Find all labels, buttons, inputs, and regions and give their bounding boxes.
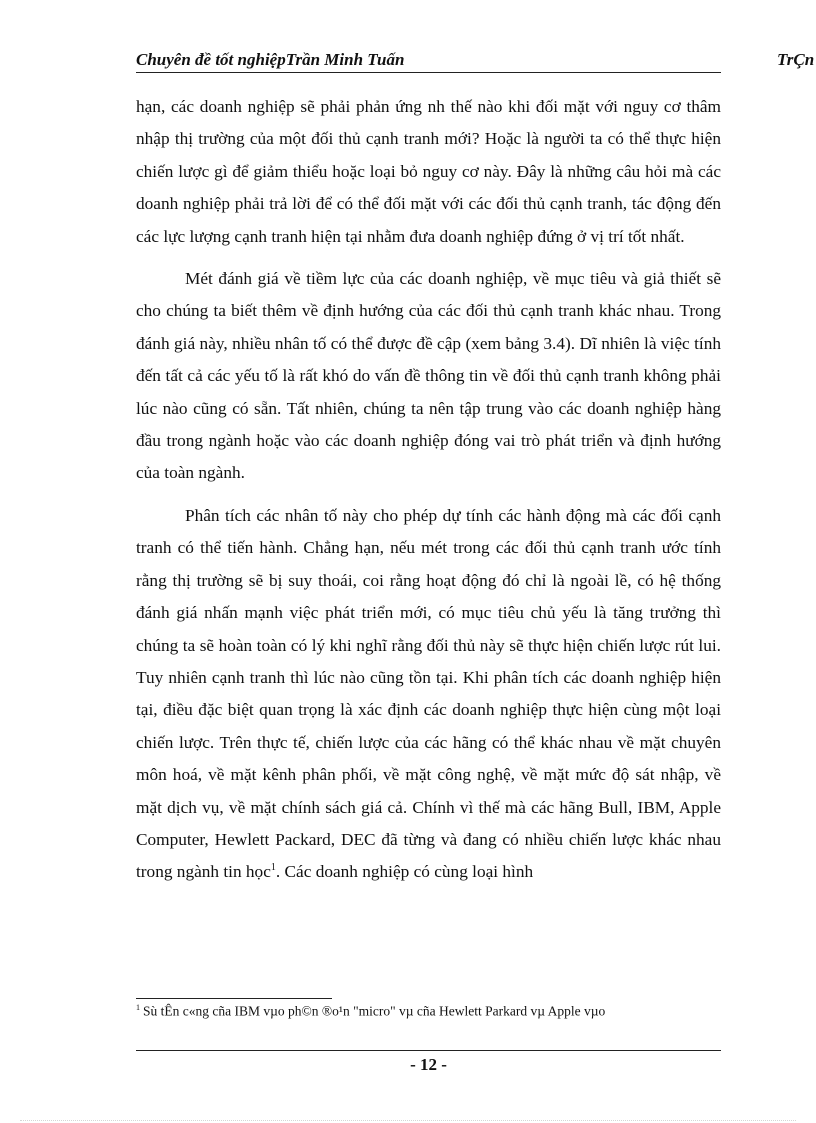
footnote-text: Sù tÊn c«ng cña IBM vµo ph©n ®o¹n "micro" vµ cña Hewlett Parkard vµ Apple vµo (143, 1003, 606, 1019)
paragraph-1: hạn, các doanh nghiệp sẽ phải phản ứng nh thế nào khi đối mặt với nguy cơ thâm nhập thị trường của một đối thủ cạnh tranh mới? Hoặc là người ta có thể thực hiện chiến lược gì để giảm thiểu hoặc loại bỏ nguy cơ này. Đây là những câu hỏi mà các doanh nghiệp phải trả lời để có thể đối mặt với các đối thủ cạnh tranh, tác động đến các lực lượng cạnh tranh hiện tại nhằm đưa doanh nghiệp đứng ở vị trí tốt nhất. (136, 97, 721, 246)
footnote-marker: 1 (136, 1003, 140, 1012)
header-rule (136, 72, 721, 73)
body-text (136, 91, 721, 889)
header-author-cutoff: TrÇn (777, 50, 815, 69)
paragraph-2: Mét đánh giá về tiềm lực của các doanh nghiệp, về mục tiêu và giả thiết sẽ cho chúng ta biết thêm về định hướng của các đối thủ cạnh tranh khác nhau. Trong đánh giá này, nhiều nhân tố có thể được đề cập (xem bảng 3.4). Dĩ nhiên là việc tính đến tất cả các yếu tố là rất khó do vấn đề thông tin về đối thủ cạnh tranh không phải lúc nào cũng có sẵn. Tất nhiên, chúng ta nên tập trung vào các doanh nghiệp hàng đầu trong ngành hoặc vào các doanh nghiệp đóng vai trò phát triển và định hướng của toàn ngành. (136, 269, 721, 483)
footnote (136, 1003, 726, 1020)
header-title: Chuyên đề tốt nghiệpTrần Minh Tuấn (136, 50, 405, 69)
paragraph-3-text: Phân tích các nhân tố này cho phép dự tính các hành động mà các đối cạnh tranh có thể tiến hành. Chẳng hạn, nếu mét trong các đối thủ cạnh tranh ước tính rằng thị trường sẽ bị suy thoái, coi rằng hoạt động đó chỉ là ngoài lề, có hệ thống đánh giá nhấn mạnh việc phát triển mới, có mục tiêu chủ yếu là tăng trưởng thì chúng ta sẽ hoàn toàn có lý khi nghĩ rằng đối thủ này sẽ thực hiện chiến lược rút lui. Tuy nhiên cạnh tranh thì lúc nào cũng tồn tại. Khi phân tích các doanh nghiệp hiện tại, điều đặc biệt quan trọng là xác định các doanh nghiệp thực hiện cùng một loại chiến lược. Trên thực tế, chiến lược của các hãng có thể khác nhau về mặt chuyên môn hoá, về mặt kênh phân phối, về mặt công nghệ, về mặt mức độ sát nhập, về mặt dịch vụ, về mặt chính sách giá cả. Chính vì thế mà các hãng Bull, IBM, Apple Computer, Hewlett Packard, DEC đã từng và đang có nhiều chiến lược khác nhau trong ngành tin học (136, 505, 721, 882)
page-bottom-border (20, 1120, 796, 1121)
page-header (136, 48, 816, 72)
footnote-reference[interactable]: 1 (270, 862, 276, 874)
footer-rule (136, 1050, 721, 1051)
footnote-separator (136, 998, 332, 999)
paragraph-3 (136, 500, 721, 889)
paragraph-3-tail: . Các doanh nghiệp có cùng loại hình (275, 862, 534, 882)
page-number: - 12 - (410, 1055, 447, 1074)
